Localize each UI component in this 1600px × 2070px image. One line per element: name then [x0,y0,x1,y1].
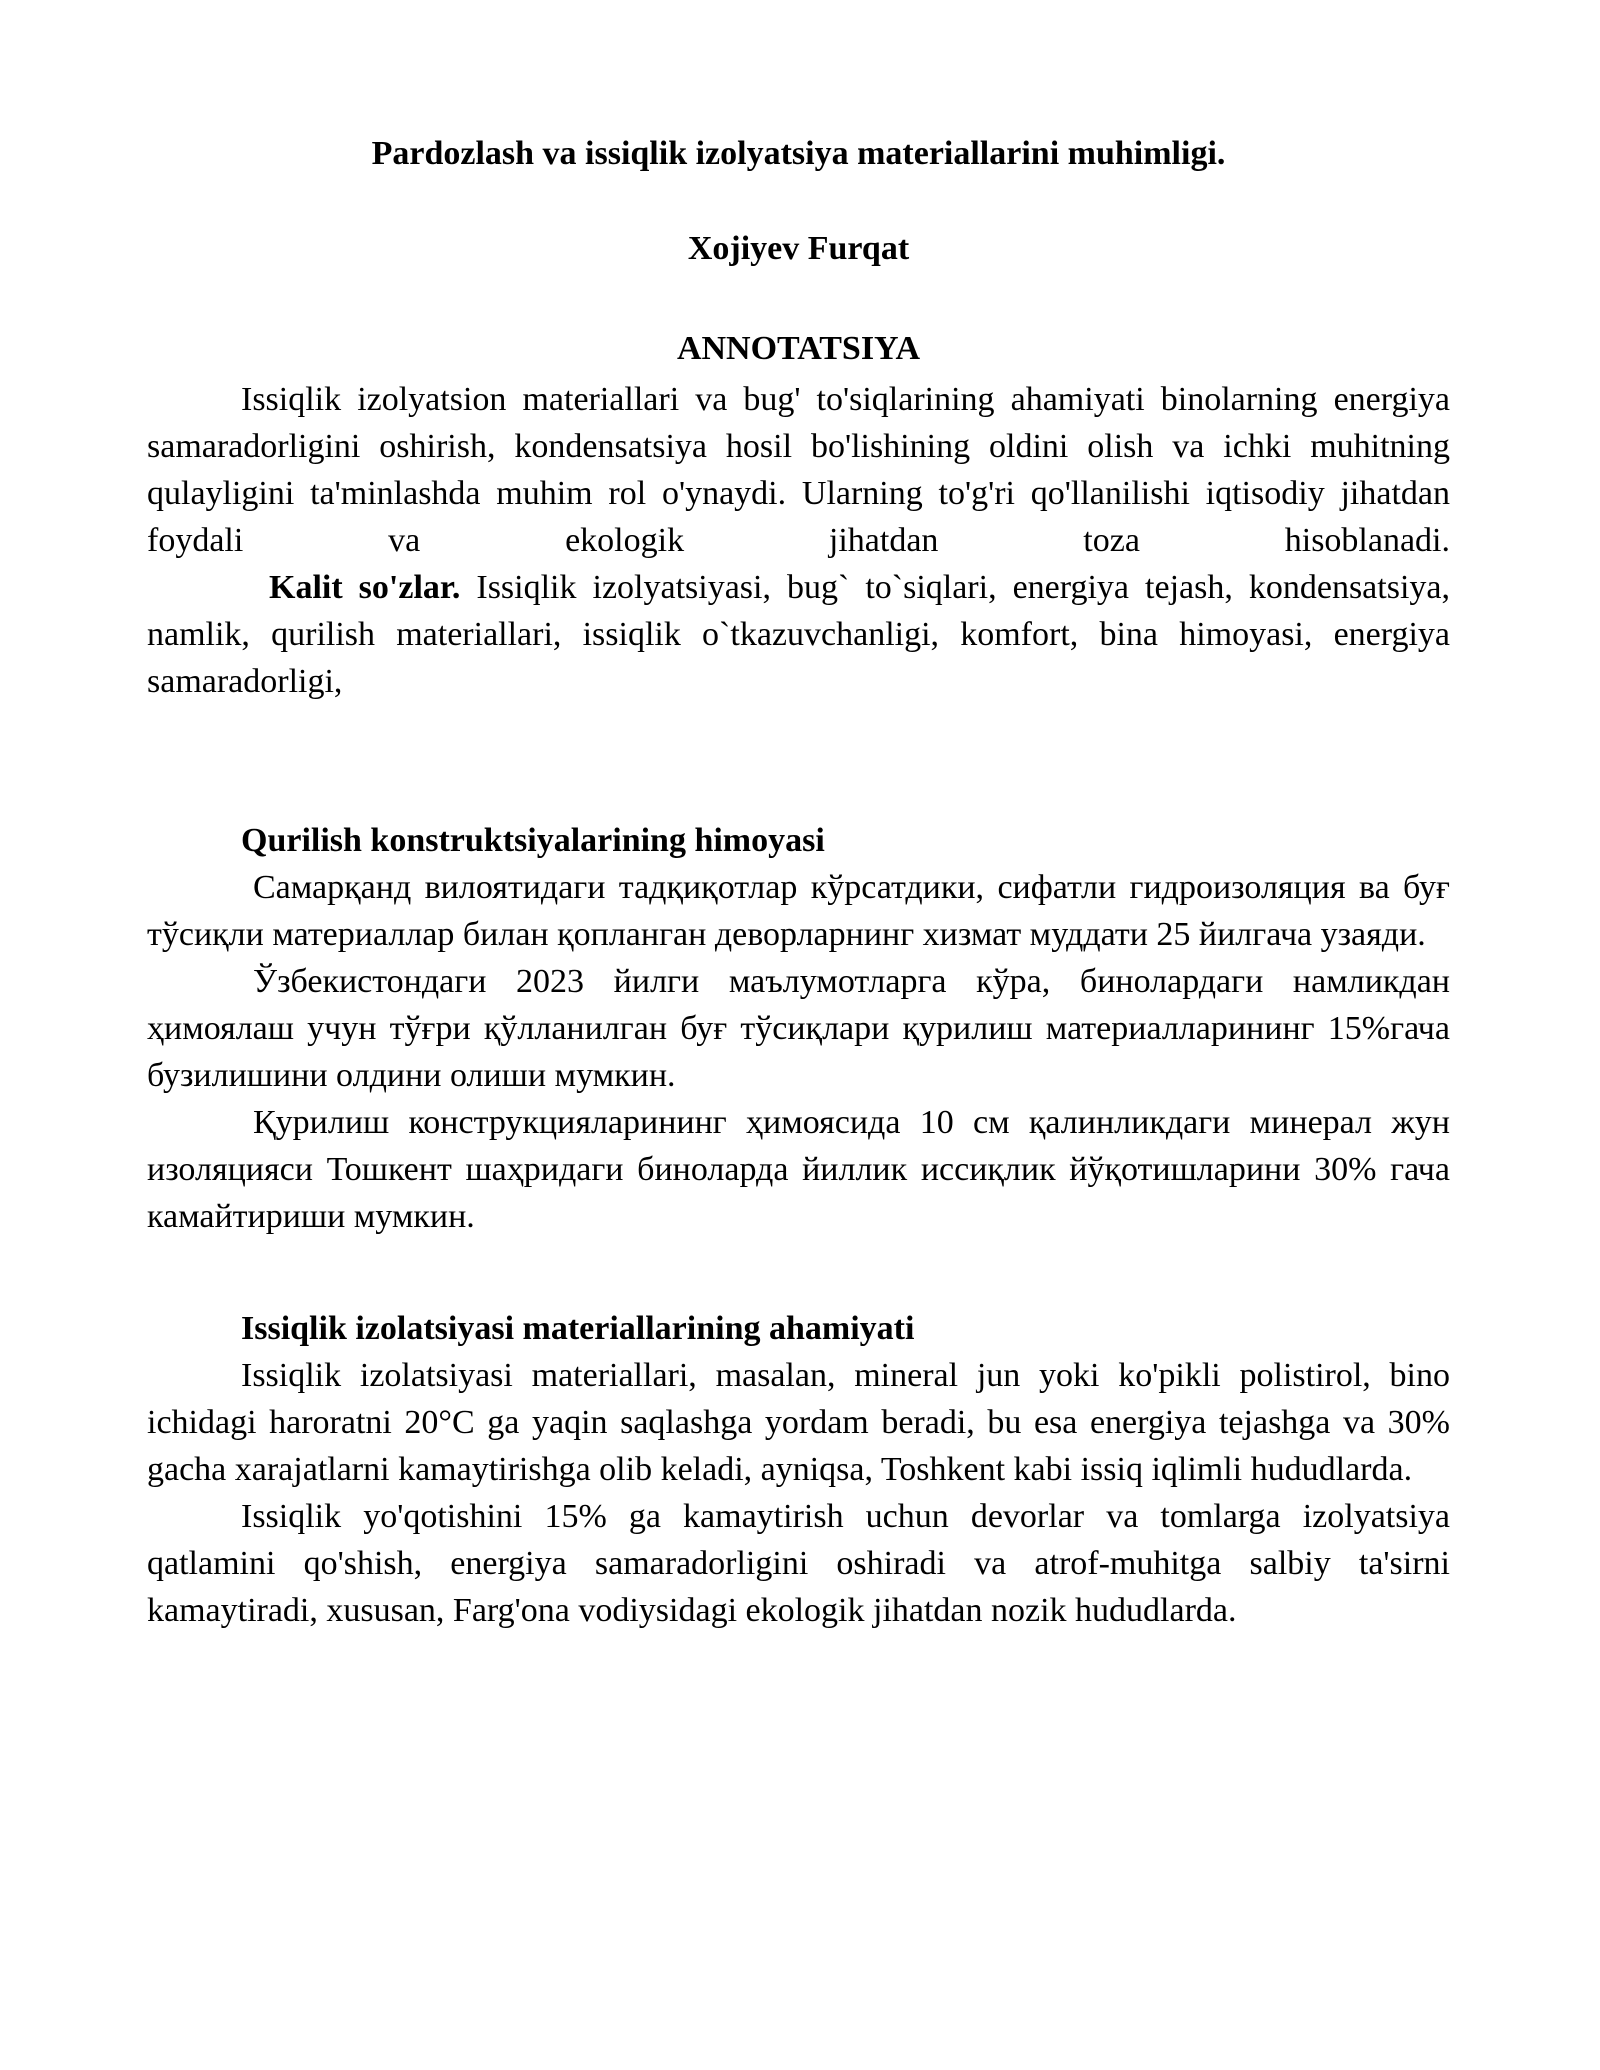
section-heading-insulation-importance: Issiqlik izolatsiyasi materiallarining ahamiyati [241,1310,915,1347]
paragraph-insulation-materials: Issiqlik izolatsiyasi materiallari, masalan, mineral jun yoki ko'pikli polistirol, bino ichidagi haroratni 20°C ga yaqin saqlashga yordam beradi, bu esa energiya tejashga va 30% gacha xarajatlarni kamaytirishga olib keladi, ayniqsa, Toshkent kabi issiq iqlimli hududlarda. [147,1357,1450,1488]
document-title: Pardozlash va issiqlik izolyatsiya materiallarini muhimligi. [371,135,1226,172]
paragraph-heat-loss-reduction: Issiqlik yo'qotishini 15% ga kamaytirish uchun devorlar va tomlarga izolyatsiya qatlamini qo'shish, energiya samaradorligini oshiradi va atrof-muhitga salbiy ta'sirni kamaytiradi, xususan, Farg'ona vodiysidagi ekologik jihatdan nozik hududlarda. [147,1498,1450,1629]
author-name: Xojiyev Furqat [687,230,910,267]
paragraph-samarqand-research: Самарқанд вилоятидаги тадқиқотлар кўрсатдики, сифатли гидроизоляция ва буғ тўсиқли материаллар билан қопланган деворларнинг хизмат муддати 25 йилгача узаяди. [147,869,1450,953]
paragraph-uzbekistan-2023-data: Ўзбекистондаги 2023 йилги маълумотларга кўра, бинолардаги намликдан ҳимоялаш учун тўғри қўлланилган буғ тўсиқлари қурилиш материалларининг 15%гача бузилишини олдини олиши мумкин. [147,963,1450,1094]
annotation-heading: ANNOTATSIYA [676,330,921,367]
keywords-label: Kalit so'zlar. [269,569,461,606]
section-heading-construction-protection: Qurilish konstruktsiyalarining himoyasi [241,822,825,859]
keywords-text: Issiqlik izolyatsiyasi, bug` to`siqlari, energiya tejash, kondensatsiya, namlik, qurilish materiallari, issiqlik o`tkazuvchanligi, komfort, bina himoyasi, energiya samaradorligi, [147,569,1450,700]
paragraph-mineral-wool-insulation: Қурилиш конструкцияларининг ҳимоясида 10 см қалинликдаги минерал жун изоляцияси Тошкент шаҳридаги биноларда йиллик иссиқлик йўқотишларини 30% гача камайтириши мумкин. [147,1104,1450,1235]
keywords-paragraph [147,564,1450,705]
annotation-paragraph: Issiqlik izolyatsion materiallari va bug' to'siqlarining ahamiyati binolarning energiya samaradorligini oshirish, kondensatsiya hosil bo'lishining oldini olish va ichki muhitning qulayligini ta'minlashda muhim rol o'ynaydi. Ularning to'g'ri qo'llanilishi iqtisodiy jihatdan foydali va ekologik jihatdan toza hisoblanadi. [147,381,1450,559]
